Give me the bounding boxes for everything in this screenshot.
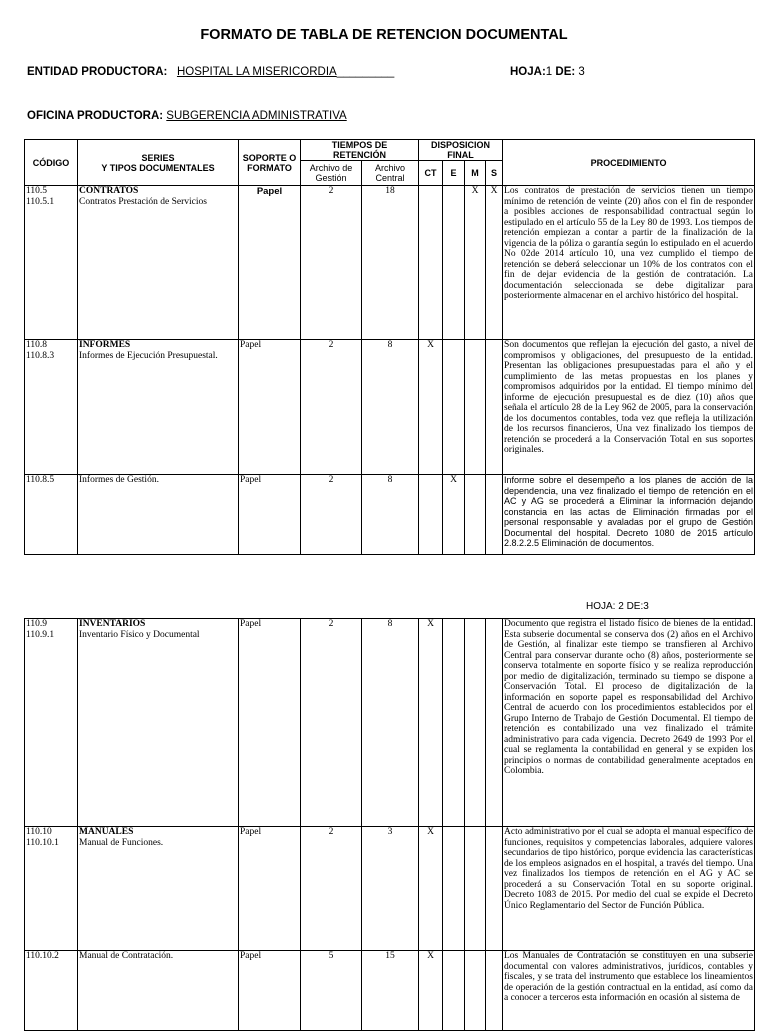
table-row — [25, 951, 755, 1031]
hoja-label: HOJA: — [510, 66, 546, 78]
header-ct: CT — [419, 161, 443, 186]
codigo-cell: 110.10.2 — [25, 951, 78, 1031]
table-row — [25, 827, 755, 951]
e-cell — [443, 827, 465, 951]
header-procedimiento: PROCEDIMIENTO — [503, 140, 755, 186]
series-cell: MANUALES Manual de Funciones. — [78, 827, 239, 951]
entidad-value: HOSPITAL LA MISERICORDIA — [176, 66, 337, 78]
central-cell: 8 — [362, 475, 419, 555]
procedimiento-cell: Los contratos de prestación de servicios tienen un tiempo mínimo de retención de veinte (20) años con el fin de responder a posibles acciones de responsabilidad contractual según lo estipulado en el artículo 55 de la Ley 80 de 1993. Los tiempos de retención empiezan a contar a partir de la finalización de la vigencia de la póliza o garantía según lo estipulado en el acuerdo No 02de 2014 artículo 10, una vez cumplido el tiempo de retención se deberá seleccionar un 10% de los contratos con el fin de dejar evidencia de la gestión de contratación. La documentación seleccionada se debe digitalizar para posteriormente almacenar en el archivo histórico del hospital. — [503, 186, 755, 340]
entidad-blank: _________ — [336, 66, 395, 78]
series-cell: INVENTARIOS Inventario Físico y Documental — [78, 619, 239, 827]
entidad-label: ENTIDAD PRODUCTORA: — [27, 66, 168, 78]
m-cell: X — [465, 186, 486, 340]
central-cell: 18 — [362, 186, 419, 340]
gestion-cell: 2 — [301, 475, 362, 555]
e-cell — [443, 619, 465, 827]
procedimiento-cell: Los Manuales de Contratación se constituyen en una subserie documental con valores administrativos, jurídicos, contables y fiscales, y se trata del instrumento que establece los lineamientos de operación de la gestión contractual en la entidad, así como da a conocer a terceros esta información en ocasión al sistema de — [503, 951, 755, 1031]
soporte-cell: Papel — [239, 619, 301, 827]
header-tiempos: TIEMPOS DE RETENCIÓN — [301, 140, 419, 161]
procedimiento-cell: Acto administrativo por el cual se adopta el manual específico de funciones, requisitos y competencias laborales, adquiere valores secundarios de tipo histórico, porque evidencia las características de los empleos asignados en el hospital, a través del tiempo. Una vez finalizados los tiempos de retención en el AG y AC se procederá a su Conservación Total en su soporte original. Decreto 1083 de 2015. Por medio del cual se expide el Decreto Único Reglamentario del Sector de Función Pública. — [503, 827, 755, 951]
s-cell — [486, 475, 503, 555]
m-cell — [465, 475, 486, 555]
hoja-number: 1 — [545, 66, 553, 78]
m-cell — [465, 827, 486, 951]
s-cell — [486, 827, 503, 951]
header-archivo-gestion: Archivo de Gestión — [301, 161, 362, 186]
codigo-cell: 110.8 110.8.3 — [25, 340, 78, 475]
header-soporte: SOPORTE O FORMATO — [239, 140, 301, 186]
table-row — [25, 340, 755, 475]
header-codigo: CÓDIGO — [25, 140, 78, 186]
ct-cell: X — [419, 827, 443, 951]
central-cell: 8 — [362, 340, 419, 475]
oficina-value: SUBGERENCIA ADMINISTRATIVA — [166, 110, 347, 122]
m-cell — [465, 951, 486, 1031]
entidad-productora-line — [27, 66, 394, 78]
codigo-cell: 110.5 110.5.1 — [25, 186, 78, 340]
s-cell — [486, 340, 503, 475]
procedimiento-cell: Informe sobre el desempeño a los planes de acción de la dependencia, una vez finalizado el tiempo de retención en el AC y AG se procederá a Eliminar la información dejando constancia en las actas de Eliminación firmadas por el personal responsable y avaladas por el grupo de Gestión Documental del hospital. Decreto 1080 de 2015 artículo 2.8.2.2.5 Eliminación de documentos. — [503, 475, 755, 555]
document-title: FORMATO DE TABLA DE RETENCION DOCUMENTAL — [200, 27, 568, 43]
soporte-cell: Papel — [239, 475, 301, 555]
ct-cell — [419, 475, 443, 555]
codigo-cell: 110.9 110.9.1 — [25, 619, 78, 827]
soporte-cell: Papel — [239, 951, 301, 1031]
soporte-cell: Papel — [239, 340, 301, 475]
hoja-total: 3 — [575, 66, 585, 78]
gestion-cell: 2 — [301, 340, 362, 475]
series-cell: INFORMES Informes de Ejecución Presupuestal. — [78, 340, 239, 475]
gestion-cell: 5 — [301, 951, 362, 1031]
oficina-label: OFICINA PRODUCTORA: — [27, 110, 164, 122]
s-cell: X — [486, 186, 503, 340]
m-cell — [465, 340, 486, 475]
ct-cell: X — [419, 619, 443, 827]
s-cell — [486, 951, 503, 1031]
header-e: E — [443, 161, 465, 186]
soporte-cell: Papel — [239, 186, 301, 340]
soporte-cell: Papel — [239, 827, 301, 951]
hoja-indicator — [510, 66, 585, 78]
codigo-cell: 110.10 110.10.1 — [25, 827, 78, 951]
central-cell: 3 — [362, 827, 419, 951]
series-cell: CONTRATOS Contratos Prestación de Servicios — [78, 186, 239, 340]
series-cell: Informes de Gestión. — [78, 475, 239, 555]
central-cell: 8 — [362, 619, 419, 827]
header-disposicion: DISPOSICION FINAL — [419, 140, 503, 161]
retention-table-page-2 — [24, 618, 755, 1031]
ct-cell — [419, 186, 443, 340]
s-cell — [486, 619, 503, 827]
table-row — [25, 475, 755, 555]
gestion-cell: 2 — [301, 827, 362, 951]
procedimiento-cell: Documento que registra el listado físico de bienes de la entidad. Esta subserie documental se conserva dos (2) años en el Archivo de Gestión, al finalizar este tiempo se transfieren al Archivo Central para conservar durante ocho (8) años, posteriormente se conserva totalmente en soporte físico y se realiza reproducción por medio de digitalización, terminado su tiempo se dispone a Conservación Total. El proceso de digitalización de la información en soporte papel es responsabilidad del Archivo Central de acuerdo con los procedimientos establecidos por el Grupo Interno de Trabajo de Gestión Documental. El tiempo de retención es contabilizado una vez finalizado el trámite administrativo para cada vigencia. Decreto 2649 de 1993 Por el cual se reglamenta la contabilidad en general y se expiden los principios o normas de contabilidad generalmente aceptados en Colombia. — [503, 619, 755, 827]
header-s: S — [486, 161, 503, 186]
table-row — [25, 186, 755, 340]
oficina-productora-line — [27, 110, 347, 122]
procedimiento-cell: Son documentos que reflejan la ejecución del gasto, a nivel de compromisos y obligaciones, del presupuesto de la entidad. Presentan las obligaciones presupuestadas para el año y el cumplimiento de las metas propuestas en los planes y compromisos adquiridos por la entidad. El tiempo mínimo del informe de ejecución presupuestal es de diez (10) años que señala el artículo 28 de la Ley 962 de 2005, para la conservación de los documentos contables, toda vez que refleja la utilización de los recursos financieros, Una vez finalizado los tiempos de retención se procederá a la Conservación Total en sus soportes originales. — [503, 340, 755, 475]
retention-table-page-1 — [24, 139, 755, 555]
e-cell — [443, 951, 465, 1031]
m-cell — [465, 619, 486, 827]
e-cell — [443, 186, 465, 340]
ct-cell: X — [419, 951, 443, 1031]
e-cell: X — [443, 475, 465, 555]
hoja-2-indicator: HOJA: 2 DE:3 — [586, 601, 649, 612]
codigo-cell: 110.8.5 — [25, 475, 78, 555]
header-m: M — [465, 161, 486, 186]
gestion-cell: 2 — [301, 619, 362, 827]
central-cell: 15 — [362, 951, 419, 1031]
table-row — [25, 619, 755, 827]
ct-cell: X — [419, 340, 443, 475]
gestion-cell: 2 — [301, 186, 362, 340]
de-label: DE: — [552, 66, 576, 78]
e-cell — [443, 340, 465, 475]
series-cell: Manual de Contratación. — [78, 951, 239, 1031]
header-series: SERIES Y TIPOS DOCUMENTALES — [78, 140, 239, 186]
header-archivo-central: Archivo Central — [362, 161, 419, 186]
